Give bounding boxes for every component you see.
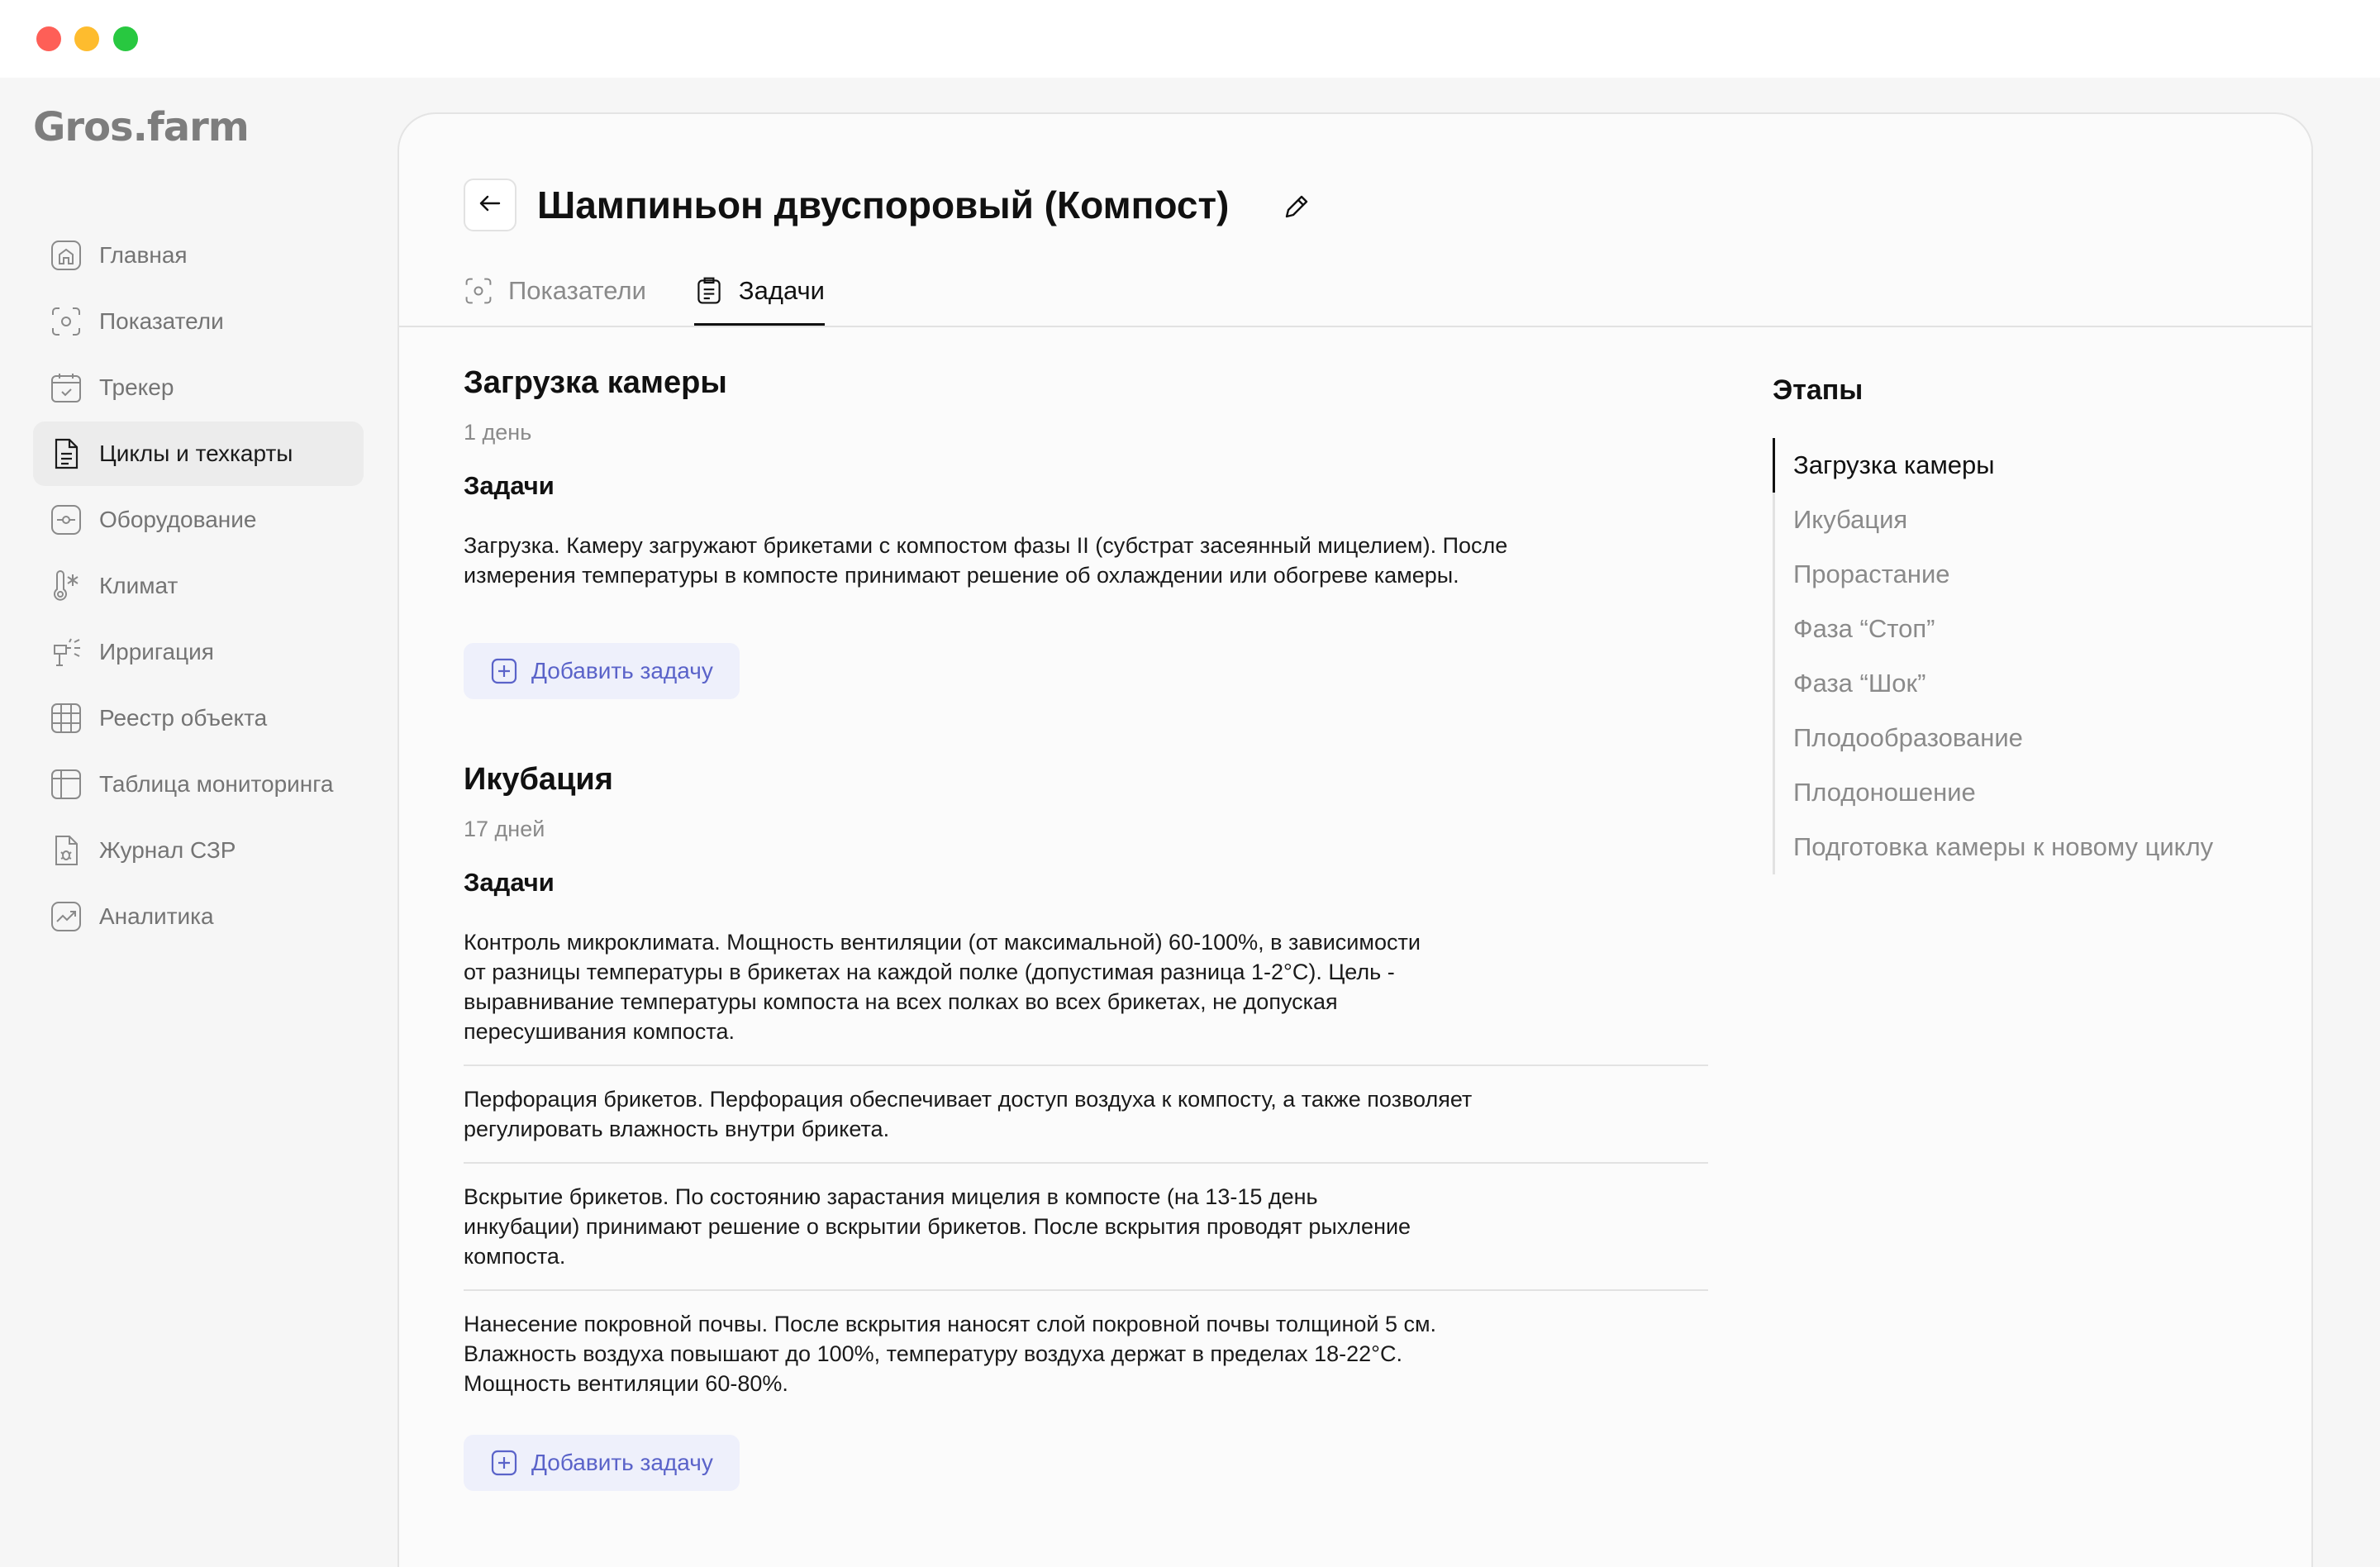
sidebar-item-pesticide-log[interactable] [33,818,364,883]
stages-list [1773,438,2219,874]
sidebar-item-home[interactable] [33,223,364,288]
sidebar-item-label: Аналитика [99,903,214,929]
sidebar-item-irrigation[interactable] [33,620,364,684]
minimize-window-button[interactable] [74,26,99,51]
calendar-check-icon [50,371,83,404]
tabs [464,256,873,326]
task-item[interactable] [464,927,1708,1066]
stage-section [464,362,1708,699]
stages-heading: Этапы [1773,374,1864,406]
grid-icon [50,702,83,735]
tabs-divider [399,326,2311,327]
maximize-window-button[interactable] [113,26,138,51]
stage-link-chamber-prep[interactable]: Подготовка камеры к новому циклу [1793,832,2214,861]
sidebar-item-climate[interactable] [33,554,364,618]
task-list [464,927,1708,1417]
tab-tasks[interactable] [694,256,825,326]
tasks-heading: Задачи [464,868,555,897]
window-titlebar [0,0,2380,78]
sidebar-item-label: Циклы и техкарты [99,441,293,466]
task-item[interactable] [464,1309,1708,1417]
stage-link-fruiting[interactable]: Плодоношение [1793,778,1976,807]
tab-label: Показатели [508,276,646,305]
stage-duration: 17 дней [464,817,545,841]
sidebar-item-label: Оборудование [99,507,257,532]
plus-square-icon [490,657,518,685]
sidebar-item-label: Таблица мониторинга [99,771,334,797]
sidebar-item-analytics[interactable] [33,884,364,949]
page-title: Шампиньон двуспоровый (Компост) [537,183,1230,226]
task-item[interactable] [464,531,1708,608]
stage-link-fruit-formation[interactable]: Плодообразование [1793,723,2023,752]
stage-link-loading[interactable]: Загрузка камеры [1773,438,2219,493]
stage-duration: 1 день [464,420,532,445]
stage-link-shock-phase[interactable]: Фаза “Шок” [1793,669,1926,698]
sidebar-nav [33,223,364,950]
add-task-button[interactable] [464,1435,740,1491]
brand-logo[interactable]: Gros.farm [33,104,249,150]
scan-icon [50,305,83,338]
task-list [464,531,1708,608]
add-task-button[interactable] [464,643,740,699]
sidebar-item-label: Журнал СЗР [99,837,236,863]
close-window-button[interactable] [36,26,61,51]
stages-nav [1773,372,2219,874]
arrow-left-icon [476,189,504,221]
task-item[interactable] [464,1182,1708,1291]
sidebar-item-cycles[interactable] [33,422,364,486]
app-root [0,78,2380,1567]
sidebar-item-monitoring[interactable] [33,752,364,817]
sidebar-item-label: Ирригация [99,639,214,664]
sidebar-item-tracker[interactable] [33,355,364,420]
sprinkler-icon [50,636,83,669]
main-card [397,112,2313,1567]
tab-indicators[interactable] [464,256,646,326]
stage-title: Икубация [464,762,613,797]
back-button[interactable] [464,179,516,231]
sidebar-item-indicators[interactable] [33,289,364,354]
scan-icon [464,276,493,306]
thermometer-icon [50,569,83,603]
sidebar-item-equipment[interactable] [33,488,364,552]
home-icon [50,239,83,272]
stage-title: Загрузка камеры [464,365,727,400]
sidebar-item-registry[interactable] [33,686,364,750]
task-item[interactable] [464,1084,1708,1164]
pencil-icon[interactable] [1280,190,1313,223]
task-text: Перфорация брикетов. Перфорация обеспечивает доступ воздуха к компосту, а также позволяет регулировать влажность внутри брикета. [464,1087,1473,1141]
add-task-label: Добавить задачу [531,658,713,683]
stage-section [464,759,1708,1491]
clipboard-icon [694,276,724,306]
stages-content [464,362,1708,1491]
stage-link-stop-phase[interactable]: Фаза “Стоп” [1793,614,1935,643]
sidebar-item-label: Реестр объекта [99,705,268,731]
task-text: Нанесение покровной почвы. После вскрытия наносят слой покровной почвы толщиной 5 см. Влажность воздуха повышают до 100%, температуру воздуха держат в пределах 18-22°С. Мощность вентиляции 60-80%. [464,1312,1437,1396]
task-text: Загрузка. Камеру загружают брикетами с компостом фазы II (субстрат засеянный мицелием). После измерения температуры в компосте принимают решение об охлаждении или обогреве камеры. [464,533,1508,588]
equipment-icon [50,503,83,536]
bug-document-icon [50,834,83,867]
chart-icon [50,900,83,933]
document-icon [50,437,83,470]
tab-label: Задачи [738,276,825,305]
stage-link-incubation[interactable]: Икубация [1793,505,1908,534]
tasks-heading: Задачи [464,471,555,500]
sidebar-item-label: Показатели [99,308,224,334]
stage-link-germination[interactable]: Прорастание [1793,560,1950,588]
task-text: Вскрытие брикетов. По состоянию зарастания мицелия в компосте (на 13-15 день инкубации) принимают решение о вскрытии брикетов. После вскрытия проводят рыхление компоста. [464,1184,1411,1269]
sidebar-item-label: Главная [99,242,188,268]
task-text: Контроль микроклимата. Мощность вентиляции (от максимальной) 60-100%, в зависимости от разницы температуры в брикетах на каждой полке (допустимая разница 1-2°С). Цель - выравнивание температуры компоста на всех полках во всех брикетах, не допуская пересушивания компоста. [464,930,1421,1044]
plus-square-icon [490,1449,518,1477]
sidebar-item-label: Трекер [99,374,174,400]
table-icon [50,768,83,801]
sidebar-item-label: Климат [99,573,178,598]
add-task-label: Добавить задачу [531,1450,713,1475]
